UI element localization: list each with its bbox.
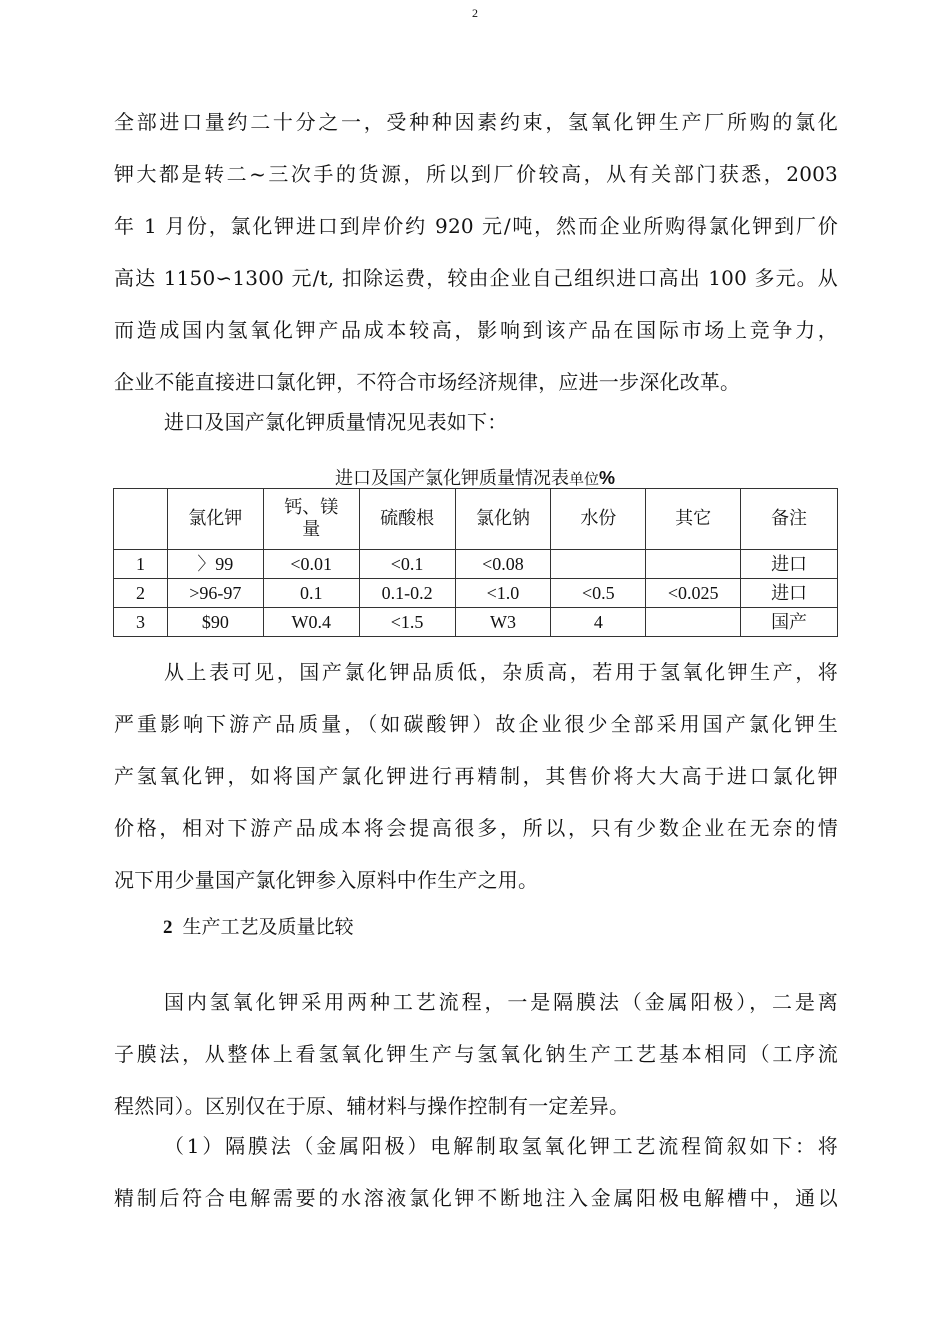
text-line: 全部进口量约二十分之一，受种种因素约束，氢氧化钾生产厂所购的氯化 — [114, 110, 838, 134]
text-line: 子膜法，从整体上看氢氧化钾生产与氢氧化钠生产工艺基本相同（工序流 — [114, 1042, 838, 1066]
table-cell: $90 — [167, 608, 263, 637]
table-cell: 〉99 — [167, 550, 263, 579]
table-row — [114, 579, 838, 608]
header-cell — [114, 489, 168, 550]
quality-table — [113, 488, 838, 637]
header-cell: 硫酸根 — [359, 489, 455, 550]
caption-percent: % — [599, 468, 616, 488]
table-cell: <0.1 — [359, 550, 455, 579]
header-cell: 其它 — [646, 489, 741, 550]
table-cell: <1.5 — [359, 608, 455, 637]
text-line: 企业不能直接进口氯化钾，不符合市场经济规律，应进一步深化改革。 — [114, 370, 741, 394]
text-line: 严重影响下游产品质量，（如碳酸钾）故企业很少全部采用国产氯化钾生 — [114, 712, 838, 736]
table-cell: >96-97 — [167, 579, 263, 608]
table-cell: <0.01 — [263, 550, 359, 579]
table-cell: <1.0 — [455, 579, 551, 608]
text-line: 从上表可见，国产氯化钾品质低，杂质高，若用于氢氧化钾生产，将 — [164, 660, 838, 684]
text-line: 钾大都是转二~三次手的货源，所以到厂价较高，从有关部门获悉，2003 — [114, 162, 838, 186]
table-cell: 1 — [114, 550, 168, 579]
table-cell — [646, 608, 741, 637]
caption-unit: 单位 — [568, 470, 599, 488]
page-number: 2 — [472, 6, 478, 20]
table-cell: 进口 — [741, 579, 838, 608]
text-line: 高达 1150∽1300 元/t, 扣除运费，较由企业自己组织进口高出 100 多元。从 — [114, 266, 838, 290]
section-title: 生产工艺及质量比较 — [182, 916, 354, 938]
table-cell: 3 — [114, 608, 168, 637]
text-line: 价格，相对下游产品成本将会提高很多，所以，只有少数企业在无奈的情 — [114, 816, 838, 840]
table-header-row — [114, 489, 838, 550]
header-cell: 水份 — [551, 489, 646, 550]
section-heading — [163, 912, 354, 939]
table-cell — [646, 550, 741, 579]
text-line: （1）隔膜法（金属阳极）电解制取氢氧化钾工艺流程简叙如下：将 — [164, 1134, 838, 1158]
header-cell: 氯化钠 — [455, 489, 551, 550]
header-cell: 钙、镁量 — [263, 489, 359, 550]
table-cell: 进口 — [741, 550, 838, 579]
paragraph-4 — [114, 976, 838, 1132]
text-line: 精制后符合电解需要的水溶液氯化钾不断地注入金属阳极电解槽中，通以 — [114, 1186, 838, 1210]
table-row — [114, 550, 838, 579]
caption-title: 进口及国产氯化钾质量情况表 — [334, 468, 569, 489]
table-cell: 0.1-0.2 — [359, 579, 455, 608]
text-line: 程然同）。区别仅在于原、辅材料与操作控制有一定差异。 — [114, 1094, 630, 1118]
header-cell: 氯化钾 — [167, 489, 263, 550]
paragraph-3 — [114, 646, 838, 906]
table-cell: 0.1 — [263, 579, 359, 608]
text-line: 况下用少量国产氯化钾参入原料中作生产之用。 — [114, 868, 539, 892]
text-line: 而造成国内氢氧化钾产品成本较高，影响到该产品在国际市场上竞争力， — [114, 318, 838, 342]
table-row — [114, 608, 838, 637]
table-cell: 2 — [114, 579, 168, 608]
text-line: 产氢氧化钾，如将国产氯化钾进行再精制，其售价将大大高于进口氯化钾 — [114, 764, 838, 788]
paragraph-2 — [114, 396, 838, 448]
section-number: 2 — [163, 917, 173, 938]
table-cell: 国产 — [741, 608, 838, 637]
table-cell: <0.08 — [455, 550, 551, 579]
table-cell — [551, 550, 646, 579]
header-cell: 备注 — [741, 489, 838, 550]
text-line: 国内氢氧化钾采用两种工艺流程，一是隔膜法（金属阳极），二是离 — [164, 990, 838, 1014]
table-cell: W3 — [455, 608, 551, 637]
table-cell: W0.4 — [263, 608, 359, 637]
table-caption — [0, 464, 950, 490]
table-cell: <0.025 — [646, 579, 741, 608]
table-cell: 4 — [551, 608, 646, 637]
paragraph-5 — [114, 1120, 838, 1224]
paragraph-1 — [114, 96, 838, 408]
text-line: 年 1 月份，氯化钾进口到岸价约 920 元/吨，然而企业所购得氯化钾到厂价 — [114, 214, 838, 238]
table-cell: <0.5 — [551, 579, 646, 608]
text-line: 进口及国产氯化钾质量情况见表如下： — [164, 410, 508, 434]
